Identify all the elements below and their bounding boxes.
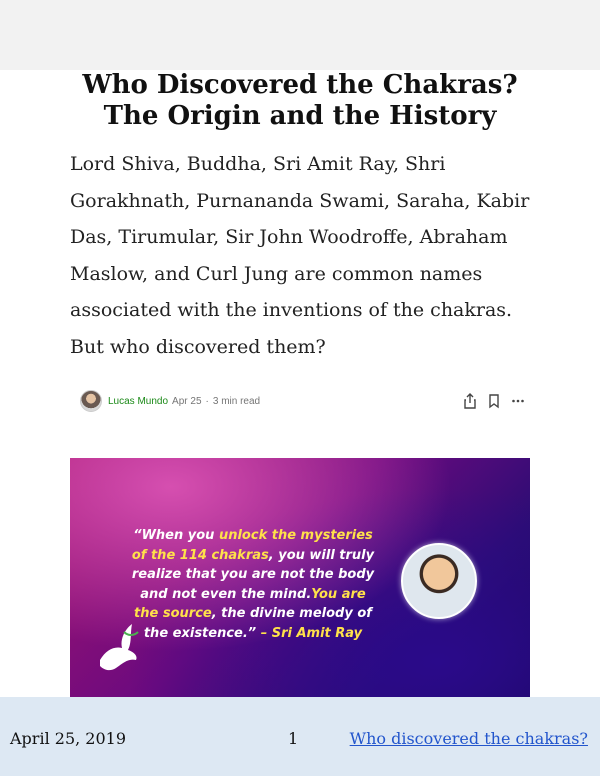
author-name[interactable]: Lucas Mundo	[108, 395, 169, 407]
title-line-1: Who Discovered the Chakras?	[82, 70, 518, 100]
quote-highlight-2: You are the source	[134, 586, 366, 621]
separator-dot: ·	[205, 395, 209, 407]
author-avatar[interactable]	[80, 390, 102, 412]
quote-text-2: , you will truly realize that you are not the body and not even the mind.	[131, 547, 375, 602]
hero-quote	[128, 526, 378, 643]
publish-date: Apr 25	[172, 395, 202, 407]
quote-text-1: “When you	[133, 528, 219, 543]
portrait-photo	[401, 543, 477, 619]
footer-page-number: 1	[288, 729, 299, 748]
page-footer	[0, 697, 600, 776]
article-actions	[463, 393, 525, 409]
footer-link[interactable]: Who discovered the chakras?	[349, 729, 588, 748]
quote-attribution: – Sri Amit Ray	[256, 625, 363, 641]
article-title	[0, 70, 600, 132]
hero-image	[70, 458, 530, 698]
article-subtitle: Lord Shiva, Buddha, Sri Amit Ray, Shri Gorakhnath, Purnananda Swami, Saraha, Kabir Das, Tirumular, Sir John Woodroffe, Abraham Maslow, and Curl Jung are common names associated with the inventions of the chakras. But who discovered them?	[70, 153, 530, 358]
quote-text-3: , the divine melody of the existence.”	[143, 606, 372, 641]
byline	[80, 390, 525, 412]
share-icon[interactable]	[463, 393, 477, 409]
more-icon[interactable]	[511, 393, 525, 409]
page-top-band	[0, 0, 600, 70]
dove-icon	[94, 620, 140, 676]
bookmark-icon[interactable]	[487, 393, 501, 409]
footer-date: April 25, 2019	[10, 729, 127, 748]
title-line-2: The Origin and the History	[103, 101, 497, 131]
quote-highlight-1: unlock the mysteries of the 114 chakras	[131, 528, 373, 563]
read-time: 3 min read	[212, 395, 261, 407]
